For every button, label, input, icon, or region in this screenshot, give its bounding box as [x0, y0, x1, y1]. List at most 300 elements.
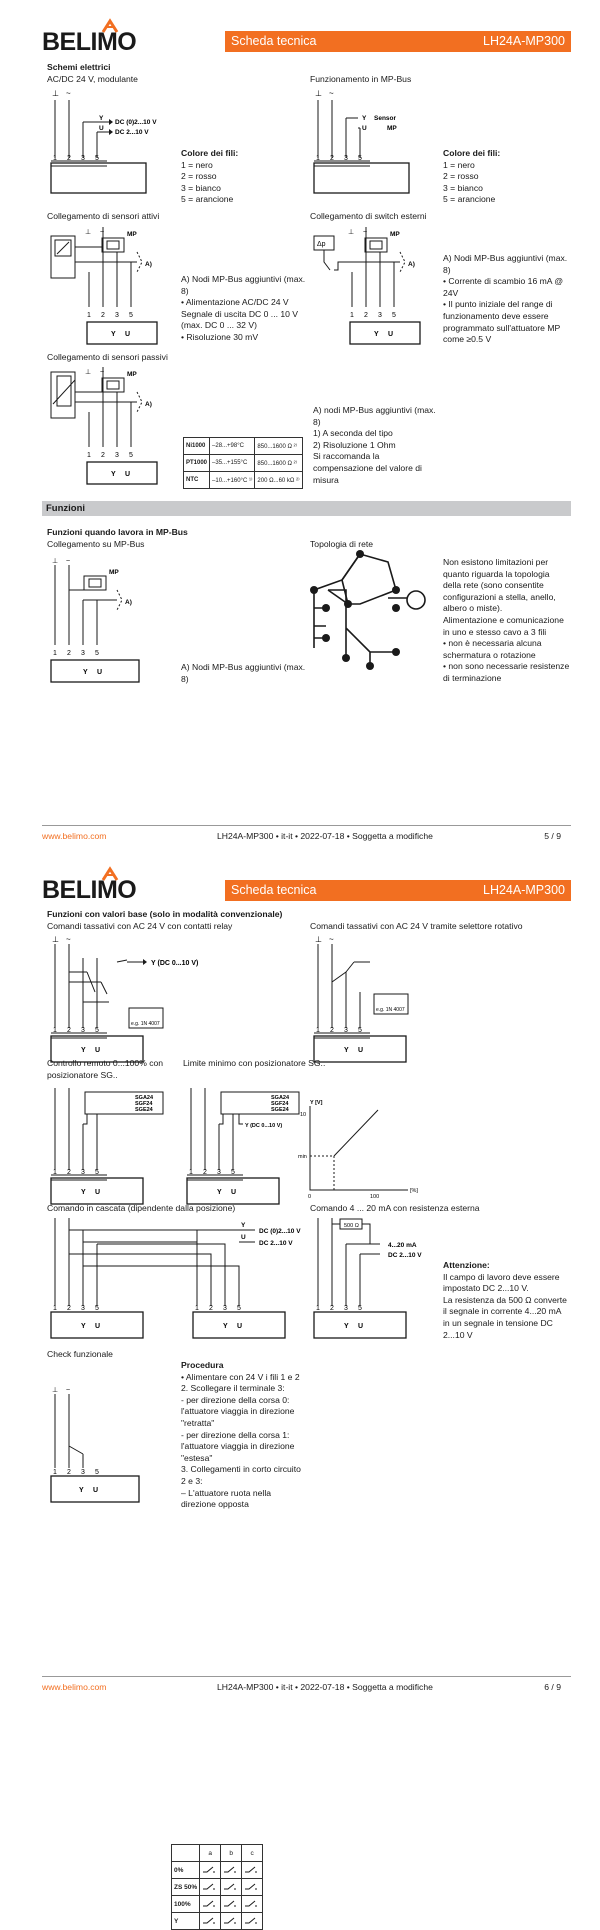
plot-x-100: 100	[370, 1194, 380, 1200]
attention-line: impostato DC 2...10 V.	[443, 1283, 529, 1294]
sensor-type-table	[183, 437, 303, 489]
sensor-cell: 850...1600 Ω ²⁾	[255, 455, 302, 472]
term-2: 2	[364, 312, 368, 319]
ac-symbol: ~	[363, 229, 368, 236]
term-2: 2	[330, 1305, 334, 1312]
term-5: 5	[95, 155, 99, 162]
diagram-label-cascade: Comando in cascata (dipendente dalla posizione)	[47, 1203, 236, 1213]
sensor-row	[184, 455, 303, 472]
procedure-line: l'attuatore viaggia in direzione	[181, 1406, 295, 1417]
ac-symbol: ~	[329, 89, 334, 98]
procedure-line: – L'attuatore ruota nella	[181, 1487, 272, 1498]
u-label: U	[125, 331, 131, 338]
wiring-diagram-cascade	[47, 1214, 301, 1344]
switch-row	[172, 1913, 263, 1930]
switch-state-cell	[221, 1862, 242, 1879]
resistor-value: 500 Ω	[344, 1223, 359, 1229]
term-2: 2	[67, 155, 71, 162]
ground-symbol: ⊥	[52, 1387, 59, 1394]
ac-symbol: ~	[66, 558, 71, 565]
sensor-cell: –28...+98°C	[210, 438, 255, 455]
note-line: 8)	[313, 416, 321, 427]
note-line: A) nodi MP-Bus aggiuntivi (max.	[313, 405, 436, 415]
wiring-diagram-check	[47, 1388, 147, 1506]
a-label: A)	[125, 599, 132, 606]
diagram-label-passive-sensors: Collegamento di sensori passivi	[47, 352, 168, 362]
ground-symbol: ⊥	[315, 89, 322, 98]
term-3: 3	[81, 155, 85, 162]
ground-symbol: ⊥	[315, 935, 322, 944]
attention-line: La resistenza da 500 Ω converte	[443, 1294, 567, 1305]
switch-state-cell	[221, 1879, 242, 1896]
switch-symbol-icon	[244, 1916, 258, 1924]
belimo-logo-icon	[99, 18, 121, 34]
footer-url-link[interactable]: www.belimo.com	[42, 1682, 107, 1692]
diagram-label-external-switch: Collegamento di switch esterni	[310, 211, 427, 221]
note-line: programmato sull'attuatore MP	[443, 322, 561, 333]
attention-line: in un segnale in tensione DC	[443, 1317, 553, 1328]
term-5: 5	[95, 1305, 99, 1312]
switch-symbol-icon	[202, 1865, 216, 1873]
switch-col-header: b	[221, 1845, 242, 1862]
ac-symbol: ~	[100, 229, 105, 236]
sg-model: SGF24	[271, 1101, 289, 1107]
note-line: A) Nodi MP-Bus aggiuntivi (max.	[181, 274, 306, 284]
switch-state-cell	[242, 1879, 263, 1896]
a-label: A)	[145, 401, 152, 408]
switch-state-cell	[221, 1896, 242, 1913]
diode-label: e.g. 1N 4007	[376, 1007, 405, 1013]
topology-line: quanto riguarda la topologia	[443, 568, 550, 579]
footer-info: LH24A-MP300 • it-it • 2022-07-18 • Soggetta a modifiche	[217, 1682, 433, 1692]
ground-symbol: ⊥	[85, 229, 92, 236]
attention-line: il segnale in corrente 4...20 mA	[443, 1306, 562, 1317]
switch-row-label: Y	[172, 1913, 200, 1930]
term-5: 5	[358, 1027, 362, 1034]
sg-model: SGE24	[135, 1107, 153, 1113]
ground-symbol: ⊥	[52, 935, 59, 944]
ground-symbol: ⊥	[52, 558, 59, 565]
sensor-cell: 850...1600 Ω ²⁾	[255, 438, 302, 455]
out2-label: DC 2...10 V	[115, 129, 149, 136]
mp-label: MP	[127, 371, 137, 378]
term-2: 2	[67, 1169, 71, 1176]
product-code: LH24A-MP300	[483, 34, 565, 48]
diagram-label-check: Check funzionale	[47, 1349, 113, 1359]
ac-symbol: ~	[100, 369, 105, 376]
diagram-label-modulating: AC/DC 24 V, modulante	[47, 74, 138, 84]
term-1: 1	[53, 1169, 57, 1176]
page-number: 5 / 9	[544, 831, 561, 841]
procedure-line: direzione opposta	[181, 1499, 249, 1510]
switch-state-cell	[200, 1896, 221, 1913]
note-line: 8)	[443, 264, 451, 275]
wire-colors-2	[443, 148, 500, 206]
label-line: posizionatore SG..	[47, 1069, 118, 1080]
term-3: 3	[81, 1305, 85, 1312]
note-line: 1) A seconda del tipo	[313, 428, 393, 439]
note-line: Segnale di uscita DC 0 ... 10 V	[181, 308, 299, 319]
term-5: 5	[95, 650, 99, 657]
term-3: 3	[223, 1305, 227, 1312]
topology-line: schermatura o rotazione	[443, 649, 536, 660]
switch-symbol-icon	[223, 1899, 237, 1907]
section-title: Funzioni	[46, 503, 86, 514]
term-5: 5	[129, 452, 133, 459]
u-label: U	[231, 1189, 237, 1196]
note-line: A) Nodi MP-Bus aggiuntivi (max.	[443, 253, 568, 263]
active-sensors-notes	[181, 274, 305, 344]
sensor-cell: 200 Ω...60 kΩ ²⁾	[255, 472, 302, 489]
wire-color-3: 3 = bianco	[181, 182, 221, 193]
procedure-line: • Alimentare con 24 V i fili 1 e 2	[181, 1371, 300, 1382]
switch-symbol-icon	[223, 1916, 237, 1924]
page-number: 6 / 9	[544, 1682, 561, 1692]
input-label: 4...20 mA	[388, 1242, 417, 1249]
wire-color-2: 2 = rosso	[181, 171, 217, 182]
network-topology-diagram	[310, 548, 430, 673]
wiring-diagram-min-limit	[183, 1084, 303, 1208]
term-2: 2	[67, 1469, 71, 1476]
topology-line: della rete (sono consentite	[443, 580, 544, 591]
sg-model: SGE24	[271, 1107, 289, 1113]
y-label: Y	[111, 331, 116, 338]
plot-x-0: 0	[308, 1194, 312, 1200]
wire-color-1: 1 = nero	[181, 159, 213, 170]
topology-line: in uno e stesso cavo a 3 fili	[443, 626, 547, 637]
u-label: U	[99, 125, 104, 132]
y-label: Y	[241, 1222, 246, 1229]
product-code: LH24A-MP300	[483, 883, 565, 897]
ac-symbol: ~	[66, 935, 71, 944]
sensor-cell: PT1000	[184, 455, 210, 472]
term-1: 1	[195, 1305, 199, 1312]
term-1: 1	[316, 155, 320, 162]
term-2: 2	[67, 650, 71, 657]
plot-y-max: 10	[300, 1112, 307, 1118]
note-line: • Risoluzione 30 mV	[181, 331, 259, 342]
diagram-label-min-limit: Limite minimo con posizionatore SG..	[183, 1058, 326, 1068]
term-5: 5	[358, 155, 362, 162]
ground-symbol: ⊥	[85, 369, 92, 376]
footer-info: LH24A-MP300 • it-it • 2022-07-18 • Soggetta a modifiche	[217, 831, 433, 841]
footer-rule	[42, 825, 571, 826]
ac-symbol: ~	[66, 89, 71, 98]
y-label: Y	[217, 1189, 222, 1196]
page-5	[0, 0, 600, 848]
note-line: 24V	[443, 287, 459, 298]
plot-y-label: Y [V]	[310, 1100, 323, 1106]
mp-label: MP	[387, 125, 397, 132]
u-label: U	[95, 1189, 101, 1196]
topology-line: • non sono necessarie resistenze	[443, 661, 570, 672]
note-line: (max. DC 0 ... 32 V)	[181, 320, 257, 331]
term-2: 2	[330, 1027, 334, 1034]
note-line: misura	[313, 474, 339, 485]
delta-p-symbol: Δp	[317, 241, 326, 248]
wiring-diagram-mpbus	[310, 86, 440, 206]
topology-line: configurazioni a stella, anello,	[443, 591, 556, 602]
u-label: U	[237, 1323, 243, 1330]
diagram-label-rotary: Comandi tassativi con AC 24 V tramite selettore rotativo	[310, 921, 523, 931]
term-3: 3	[81, 1469, 85, 1476]
wire-colors-title: Colore dei fili:	[181, 148, 239, 158]
term-5: 5	[95, 1027, 99, 1034]
doc-type: Scheda tecnica	[231, 34, 317, 48]
u-label: U	[241, 1234, 246, 1241]
sensor-cell: –10...+160°C ¹⁾	[210, 472, 255, 489]
term-2: 2	[67, 1027, 71, 1034]
switch-symbol-icon	[202, 1916, 216, 1924]
wiring-diagram-passive-sensors	[47, 362, 177, 487]
attention-note	[443, 1260, 567, 1341]
sg-model: SGA24	[135, 1095, 154, 1101]
sensor-cell: NTC	[184, 472, 210, 489]
ground-symbol: ⊥	[348, 229, 355, 236]
wire-color-5: 5 = arancione	[443, 194, 496, 205]
y-label: Y	[83, 669, 88, 676]
term-1: 1	[53, 1027, 57, 1034]
wiring-diagram-remote	[47, 1084, 167, 1208]
procedure-line: - per direzione della corsa 1:	[181, 1429, 290, 1440]
diagram-label-remote	[47, 1058, 163, 1081]
diode-label: e.g. 1N 4007	[131, 1021, 160, 1027]
term-3: 3	[81, 1169, 85, 1176]
y-label: Y	[374, 331, 379, 338]
note-line: • Il punto iniziale del range di	[443, 299, 553, 310]
term-1: 1	[53, 650, 57, 657]
wiring-diagram-relay	[47, 932, 287, 1068]
note-line: compensazione del valore di	[313, 462, 422, 473]
y-signal-label: Y (DC 0...10 V)	[245, 1123, 283, 1129]
belimo-logo-icon	[99, 866, 121, 882]
topology-text	[443, 557, 569, 685]
out2-label: DC 2...10 V	[259, 1240, 293, 1247]
y-label: Y	[223, 1323, 228, 1330]
doc-type: Scheda tecnica	[231, 883, 317, 897]
term-3: 3	[115, 312, 119, 319]
topology-line: albero o miste).	[443, 603, 503, 614]
term-5: 5	[231, 1169, 235, 1176]
term-1: 1	[53, 1469, 57, 1476]
switch-state-cell	[200, 1862, 221, 1879]
topology-line: di terminazione	[443, 672, 502, 683]
term-3: 3	[378, 312, 382, 319]
y-label: Y	[81, 1047, 86, 1054]
section-bar-functions	[42, 501, 571, 516]
wiring-diagram-external-switch	[310, 222, 440, 347]
wire-color-2: 2 = rosso	[443, 171, 479, 182]
switch-symbol-icon	[223, 1865, 237, 1873]
procedure-line: "estesa"	[181, 1452, 213, 1463]
switch-symbol-icon	[244, 1865, 258, 1873]
switch-row	[172, 1896, 263, 1913]
diagram-label-relay: Comandi tassativi con AC 24 V con contatti relay	[47, 921, 233, 931]
sg-model: SGA24	[271, 1095, 290, 1101]
section-title-wiring: Schemi elettrici	[47, 62, 111, 72]
note-line: A) Nodi MP-Bus aggiuntivi (max.	[181, 662, 306, 672]
plot-x-label: [%]	[410, 1188, 418, 1194]
wiring-diagram-modulating	[47, 86, 187, 206]
term-1: 1	[316, 1027, 320, 1034]
y-label: Y	[344, 1047, 349, 1054]
sensor-row	[184, 472, 303, 489]
term-5: 5	[95, 1169, 99, 1176]
output-label: DC 2...10 V	[388, 1252, 422, 1259]
sensor-label: Sensor	[374, 115, 397, 122]
a-label: A)	[408, 261, 415, 268]
switch-col-header: a	[200, 1845, 221, 1862]
ground-symbol: ⊥	[52, 89, 59, 98]
switch-symbol-icon	[244, 1899, 258, 1907]
term-1: 1	[53, 1305, 57, 1312]
sensor-cell: –35...+155°C	[210, 455, 255, 472]
switch-corner-cell	[172, 1845, 200, 1862]
wire-color-5: 5 = arancione	[181, 194, 234, 205]
note-line: funzionamento deve essere	[443, 310, 549, 321]
y-label: Y	[344, 1323, 349, 1330]
topology-label: Topologia di rete	[310, 539, 374, 549]
note-line: 8)	[181, 285, 189, 296]
belimo-logo: BELIMO	[42, 876, 137, 904]
switch-state-cell	[200, 1913, 221, 1930]
u-label: U	[358, 1047, 364, 1054]
term-3: 3	[344, 1027, 348, 1034]
term-5: 5	[95, 1469, 99, 1476]
term-5: 5	[392, 312, 396, 319]
u-label: U	[388, 331, 394, 338]
switch-header-row	[172, 1845, 263, 1862]
switch-symbol-icon	[202, 1882, 216, 1890]
switch-col-header: c	[242, 1845, 263, 1862]
switch-symbol-icon	[223, 1882, 237, 1890]
attention-line: Il campo di lavoro deve essere	[443, 1271, 560, 1282]
term-5: 5	[129, 312, 133, 319]
wire-colors	[181, 148, 238, 206]
functions-title: Funzioni quando lavora in MP-Bus	[47, 527, 188, 537]
term-5: 5	[358, 1305, 362, 1312]
term-5: 5	[237, 1305, 241, 1312]
switch-state-cell	[242, 1896, 263, 1913]
external-switch-notes	[443, 253, 567, 346]
out1-label: DC (0)2...10 V	[115, 119, 157, 126]
y-label: Y	[362, 115, 367, 122]
u-label: U	[358, 1323, 364, 1330]
page-6	[0, 848, 600, 1925]
header-bar	[225, 31, 571, 52]
term-1: 1	[316, 1305, 320, 1312]
ac-symbol: ~	[66, 1387, 71, 1394]
y-label: Y	[99, 115, 104, 122]
y-label: Y	[111, 471, 116, 478]
u-label: U	[95, 1047, 101, 1054]
u-label: U	[93, 1487, 99, 1494]
y-label: Y	[81, 1323, 86, 1330]
wiring-diagram-4-20ma	[310, 1214, 440, 1344]
min-limit-plot	[296, 1098, 426, 1200]
mp-label: MP	[390, 231, 400, 238]
term-3: 3	[81, 1027, 85, 1034]
sensor-row	[184, 438, 303, 455]
note-line: Si raccomanda la	[313, 451, 380, 462]
sg-model: SGF24	[135, 1101, 153, 1107]
procedure-line: 2. Scollegare il terminale 3:	[181, 1383, 285, 1394]
a-label: A)	[145, 261, 152, 268]
term-1: 1	[350, 312, 354, 319]
mp-label: MP	[109, 569, 119, 576]
switch-symbol-icon	[202, 1899, 216, 1907]
note-line: • Alimentazione AC/DC 24 V	[181, 297, 289, 308]
topology-line: Alimentazione e comunicazione	[443, 614, 564, 625]
term-2: 2	[209, 1305, 213, 1312]
procedure-line: "retratta"	[181, 1417, 215, 1428]
wiring-diagram-mpbus-connection	[47, 560, 177, 685]
wiring-diagram-rotary	[310, 932, 430, 1068]
switch-state-cell	[242, 1913, 263, 1930]
procedure-line: - per direzione della corsa 0:	[181, 1394, 290, 1405]
term-3: 3	[344, 155, 348, 162]
footer-url-link[interactable]: www.belimo.com	[42, 831, 107, 841]
mpbus-connection-note	[181, 662, 305, 685]
term-2: 2	[101, 452, 105, 459]
sensor-cell: Ni1000	[184, 438, 210, 455]
term-1: 1	[189, 1169, 193, 1176]
procedure-line: 2 e 3:	[181, 1475, 203, 1486]
term-3: 3	[115, 452, 119, 459]
diagram-label-active-sensors: Collegamento di sensori attivi	[47, 211, 160, 221]
procedure-line: l'attuatore viaggia in direzione	[181, 1441, 295, 1452]
term-3: 3	[217, 1169, 221, 1176]
term-2: 2	[67, 1305, 71, 1312]
switch-state-cell	[242, 1862, 263, 1879]
switch-row	[172, 1862, 263, 1879]
check-procedure	[181, 1360, 301, 1511]
switch-row	[172, 1879, 263, 1896]
attention-line: 2...10 V	[443, 1329, 473, 1340]
wire-color-3: 3 = bianco	[443, 182, 483, 193]
switch-symbol-icon	[244, 1882, 258, 1890]
switch-row-label: ZS 50%	[172, 1879, 200, 1896]
term-2: 2	[101, 312, 105, 319]
switch-position-table	[171, 1844, 263, 1930]
switch-row-label: 0%	[172, 1862, 200, 1879]
note-line: 8)	[181, 673, 189, 684]
mp-label: MP	[127, 231, 137, 238]
y-label: Y	[81, 1189, 86, 1196]
diagram-label-mpbus: Funzionamento in MP-Bus	[310, 74, 412, 84]
wire-color-1: 1 = nero	[443, 159, 475, 170]
u-label: U	[97, 669, 103, 676]
wire-colors-title: Colore dei fili:	[443, 148, 501, 158]
footer-rule	[42, 1676, 571, 1677]
u-label: U	[95, 1323, 101, 1330]
plot-y-min: min	[298, 1154, 307, 1160]
header-bar	[225, 880, 571, 901]
out1-label: DC (0)2...10 V	[259, 1228, 301, 1235]
u-label: U	[362, 125, 367, 132]
procedure-title: Procedura	[181, 1360, 224, 1370]
procedure-line: 3. Collegamenti in corto circuito	[181, 1464, 301, 1475]
note-line: • Corrente di scambio 16 mA @	[443, 276, 564, 287]
y-label: Y	[79, 1487, 84, 1494]
note-line: 2) Risoluzione 1 Ohm	[313, 439, 396, 450]
switch-row-label: 100%	[172, 1896, 200, 1913]
term-2: 2	[330, 155, 334, 162]
term-2: 2	[203, 1169, 207, 1176]
topology-line: Non esistono limitazioni per	[443, 557, 549, 567]
diagram-label-4-20ma: Comando 4 ... 20 mA con resistenza esterna	[310, 1203, 480, 1213]
topology-line: • non è necessaria alcuna	[443, 638, 542, 649]
